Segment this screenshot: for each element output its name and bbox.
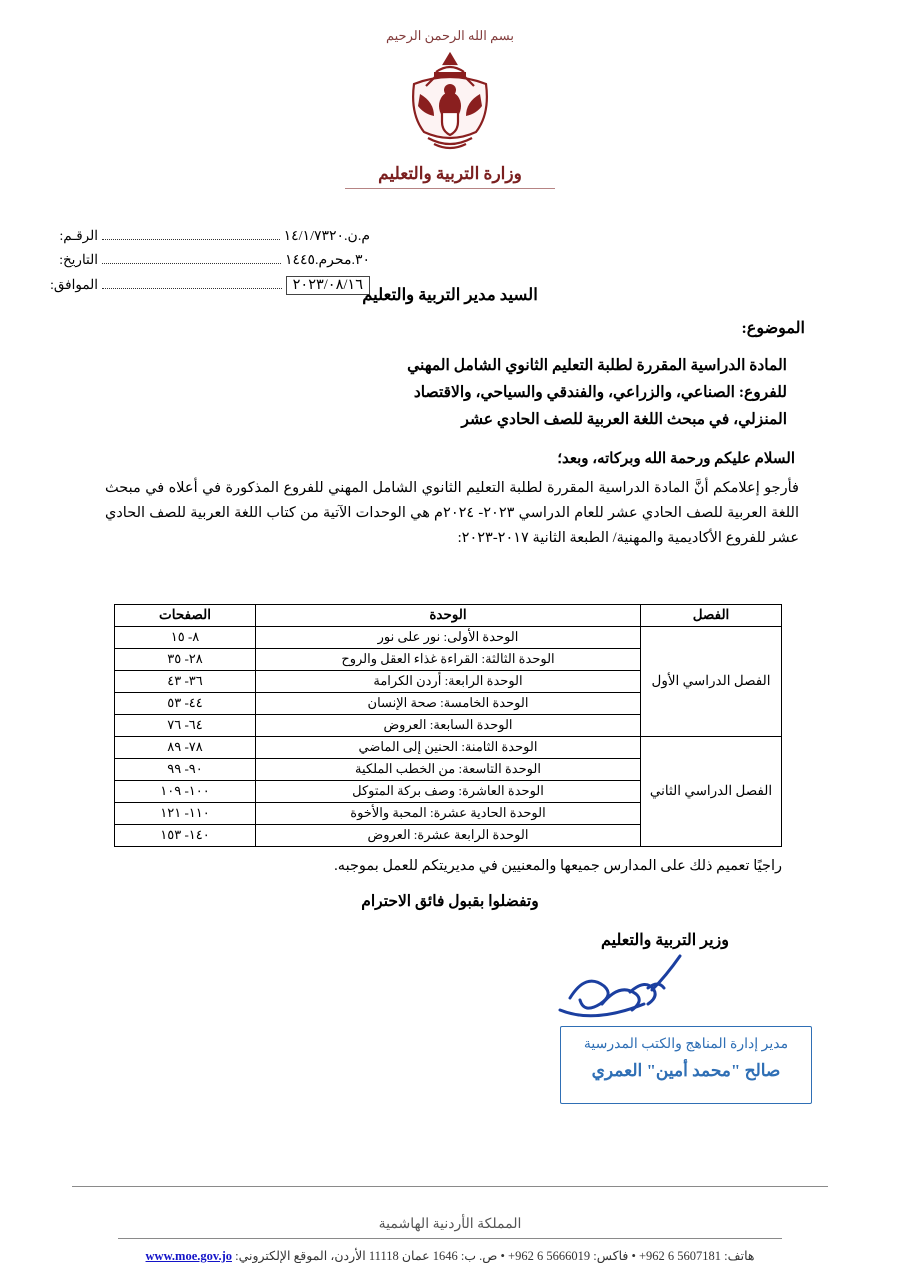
dotted-leader (102, 229, 280, 240)
subject-text (105, 352, 805, 433)
ministry-underline (345, 188, 555, 189)
unit-cell: الوحدة الثالثة: القراءة غذاء العقل والروح (256, 649, 641, 671)
unit-cell: الوحدة الرابعة عشرة: العروض (256, 825, 641, 847)
pages-cell: ٢٨- ٣٥ (115, 649, 256, 671)
header-pages: الصفحات (115, 605, 256, 627)
stamp-line-1: مدير إدارة المناهج والكتب المدرسية (583, 1037, 789, 1052)
basmala-text: بسم الله الرحمن الرحيم (385, 28, 514, 43)
reference-gregorian-date-label: الموافق: (50, 277, 98, 292)
addressee-line: السيد مدير التربية والتعليم (362, 285, 538, 304)
stamp-line-2: صالح "محمد أمين" العمري (591, 1061, 781, 1080)
dotted-leader (102, 253, 281, 264)
pages-cell: ٤٤- ٥٣ (115, 693, 256, 715)
letterhead (0, 0, 900, 189)
table-row (115, 627, 782, 649)
reference-number-value: م.ن.١٤/١/٧٣٢٠ (283, 229, 370, 244)
term-cell-first: الفصل الدراسي الأول (641, 627, 782, 737)
ministry-name: وزارة التربية والتعليم (378, 164, 522, 183)
unit-cell: الوحدة الرابعة: أردن الكرامة (256, 671, 641, 693)
subject-label: الموضوع: (741, 320, 805, 337)
table-header-row (115, 605, 782, 627)
footer-contact-text: هاتف: 5607181 6 962+ • فاكس: 5666019 6 962+ • ص. ب: 1646 عمان 11118 الأردن، الموقع الإلكتروني: (235, 1249, 755, 1263)
pages-cell: ٧٨- ٨٩ (115, 737, 256, 759)
reference-hijri-date-row (40, 252, 370, 269)
table-row (115, 737, 782, 759)
letter-content (105, 318, 805, 556)
pages-cell: ١١٠- ١٢١ (115, 803, 256, 825)
footer-kingdom: المملكة الأردنية الهاشمية (378, 1217, 522, 1232)
approval-stamp (560, 1026, 812, 1104)
reference-gregorian-date-value: ٢٠٢٣/٠٨/١٦ (286, 276, 370, 295)
closing-salutation: وتفضلوا بقبول فائق الاحترام (361, 893, 539, 910)
body-paragraph: فأرجو إعلامكم أنَّ المادة الدراسية المقررة لطلبة التعليم الثانوي الشامل المهني للفروع المذكورة في أعلاه في مبحث اللغة العربية للصف الحادي عشر للعام الدراسي ٢٠٢٣- ٢٠٢٤م هي الوحدات الآتية من كتاب اللغة العربية للصف الحادي عشر للفروع الأكاديمية والمهنية/ الطبعة الثانية ٢٠١٧-٢٠٢٣: (105, 480, 799, 546)
unit-cell: الوحدة العاشرة: وصف بركة المتوكل (256, 781, 641, 803)
units-table (114, 604, 782, 847)
ministry-website-link[interactable]: www.moe.gov.jo (145, 1249, 232, 1263)
footer-divider-top (72, 1186, 828, 1187)
subject-line-1: المادة الدراسية المقررة لطلبة التعليم الثانوي الشامل المهني (407, 357, 787, 374)
unit-cell: الوحدة الخامسة: صحة الإنسان (256, 693, 641, 715)
term-cell-second: الفصل الدراسي الثاني (641, 737, 782, 847)
pages-cell: ٣٦- ٤٣ (115, 671, 256, 693)
subject-line-3: المنزلي، في مبحث اللغة العربية للصف الحادي عشر (461, 411, 787, 429)
unit-cell: الوحدة الثامنة: الحنين إلى الماضي (256, 737, 641, 759)
footer-contact (0, 1248, 900, 1264)
reference-number-label: الرقـم: (59, 228, 98, 243)
pages-cell: ٦٤- ٧٦ (115, 715, 256, 737)
unit-cell: الوحدة الحادية عشرة: المحبة والأخوة (256, 803, 641, 825)
pages-cell: ٨- ١٥ (115, 627, 256, 649)
pages-cell: ١٤٠- ١٥٣ (115, 825, 256, 847)
reference-hijri-date-value: ٣٠.محرم.١٤٤٥ (284, 253, 370, 268)
signature-mark (530, 952, 730, 1032)
jordan-coat-of-arms-icon (390, 46, 510, 158)
unit-cell: الوحدة الأولى: نور على نور (256, 627, 641, 649)
unit-cell: الوحدة التاسعة: من الخطب الملكية (256, 759, 641, 781)
pages-cell: ٩٠- ٩٩ (115, 759, 256, 781)
header-term: الفصل (641, 605, 782, 627)
signer-title: وزير التربية والتعليم (601, 932, 729, 949)
reference-hijri-date-label: التاريخ: (59, 252, 98, 267)
header-unit: الوحدة (256, 605, 641, 627)
pages-cell: ١٠٠- ١٠٩ (115, 781, 256, 803)
closing-request: راجيًا تعميم ذلك على المدارس جميعها والمعنيين في مديريتكم للعمل بموجبه. (334, 858, 782, 874)
units-table-wrapper (114, 604, 782, 847)
unit-cell: الوحدة السابعة: العروض (256, 715, 641, 737)
greeting-line: السلام عليكم ورحمة الله وبركاته، وبعد؛ (557, 451, 795, 468)
subject-line-2: للفروع: الصناعي، والزراعي، والفندقي والسياحي، والاقتصاد (413, 384, 787, 402)
footer-divider-bottom (118, 1238, 782, 1239)
reference-number-row (40, 228, 370, 245)
